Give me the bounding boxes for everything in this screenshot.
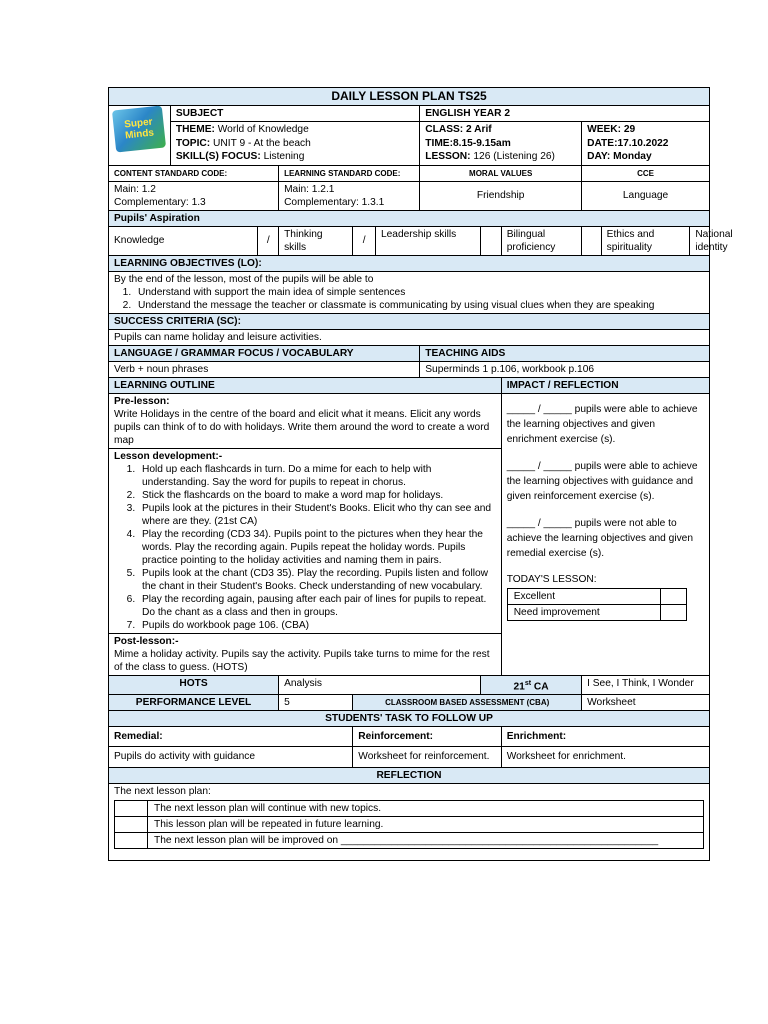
week-cell: WEEK: 29 DATE:17.10.2022 DAY: Monday bbox=[582, 122, 710, 166]
cce-value: Language bbox=[582, 181, 710, 210]
development-step: 2. Stick the flashcards on the board to make a word map for holidays. bbox=[138, 489, 496, 502]
remedial-value: Pupils do activity with guidance bbox=[109, 746, 353, 767]
performance-level-value: 5 bbox=[279, 694, 353, 710]
impact-enrichment: _____ / _____ pupils were able to achieve the learning objectives and given enrichment exercise (s). bbox=[506, 403, 698, 445]
hots-value: Analysis bbox=[279, 675, 481, 694]
development-step: 3. Pupils look at the pictures in their Student's Books. Elicit who thy can see and where are they. (21st CA) bbox=[138, 502, 496, 528]
development-step: 7. Pupils do workbook page 106. (CBA) bbox=[138, 619, 496, 632]
reflection-options bbox=[114, 800, 704, 849]
hots-label: HOTS bbox=[109, 675, 279, 694]
reflection-option: The next lesson plan will be improved on ________________________________________________________ bbox=[148, 832, 704, 848]
today-excellent: Excellent bbox=[507, 588, 660, 604]
todays-lesson-table bbox=[507, 588, 687, 621]
moral-values-label: MORAL VALUES bbox=[420, 165, 582, 181]
page-title: DAILY LESSON PLAN TS25 bbox=[109, 88, 710, 106]
learning-outline-label: LEARNING OUTLINE bbox=[109, 377, 502, 393]
today-need-improvement: Need improvement bbox=[507, 604, 660, 620]
aspiration-national: National identity bbox=[690, 226, 710, 255]
content-standard-label: CONTENT STANDARD CODE: bbox=[109, 165, 279, 181]
development-step: 4. Play the recording (CD3 34). Pupils point to the pictures when they hear the words. Play the recording again. Pupils repeat the holiday words. Pupils practice pointing to the holiday activities and naming them in pairs. bbox=[138, 528, 496, 567]
logo-cell bbox=[109, 106, 171, 166]
pre-lesson-cell: Pre-lesson: Write Holidays in the centre of the board and elicit what it means. Elicit any words pupils can think of to do with holidays. Write them around the word to create a word map bbox=[109, 393, 502, 448]
reinforcement-label: Reinforcement: bbox=[353, 726, 501, 746]
aspiration-ethics: Ethics and spirituality bbox=[601, 226, 690, 255]
development-step: 5. Pupils look at the chant (CD3 35). Play the recording. Pupils listen and follow the chant in their Student's Books. Check understanding of new vocabulary. bbox=[138, 567, 496, 593]
aspiration-thinking: Thinking skills bbox=[279, 226, 353, 255]
development-step: 6. Play the recording again, pausing after each pair of lines for pupils to repeat. Do the chant as a class and then in groups. bbox=[138, 593, 496, 619]
class-cell: CLASS: 2 Arif TIME:8.15-9.15am LESSON: 126 (Listening 26) bbox=[420, 122, 582, 166]
todays-lesson-label: TODAY'S LESSON: bbox=[506, 573, 597, 585]
enrichment-label: Enrichment: bbox=[501, 726, 709, 746]
impact-reflection-label: IMPACT / REFLECTION bbox=[501, 377, 709, 393]
aspiration-leadership: Leadership skills bbox=[375, 226, 480, 255]
reinforcement-value: Worksheet for reinforcement. bbox=[353, 746, 501, 767]
remedial-label: Remedial: bbox=[109, 726, 353, 746]
reflection-check[interactable] bbox=[115, 832, 148, 848]
objective-item: 1. Understand with support the main idea of simple sentences bbox=[134, 286, 704, 299]
reflection-option: The next lesson plan will continue with new topics. bbox=[148, 800, 704, 816]
learning-standard-value: Main: 1.2.1 Complementary: 1.3.1 bbox=[279, 181, 420, 210]
lesson-plan-page bbox=[108, 87, 733, 861]
reflection-check[interactable] bbox=[115, 800, 148, 816]
aspiration-bilingual-mark bbox=[582, 226, 602, 255]
cba-label: CLASSROOM BASED ASSESSMENT (CBA) bbox=[353, 694, 582, 710]
today-need-improvement-check[interactable] bbox=[660, 604, 686, 620]
content-standard-value: Main: 1.2 Complementary: 1.3 bbox=[109, 181, 279, 210]
subject-value: ENGLISH YEAR 2 bbox=[420, 106, 710, 122]
success-criteria-text: Pupils can name holiday and leisure activities. bbox=[109, 329, 710, 345]
super-minds-logo: Super Minds bbox=[112, 106, 166, 153]
cce-label: CCE bbox=[582, 165, 710, 181]
reflection-cell: The next lesson plan: The next lesson plan will continue with new topics. This lesson plan will be repeated in future learning. The next lesson plan will be improved on ________________________________________________________ bbox=[109, 783, 710, 860]
followup-label: STUDENTS' TASK TO FOLLOW UP bbox=[109, 710, 710, 726]
aspiration-leadership-mark bbox=[481, 226, 502, 255]
enrichment-value: Worksheet for enrichment. bbox=[501, 746, 709, 767]
development-step: 1. Hold up each flashcards in turn. Do a mime for each to help with understanding. Say the word for pupils to repeat in chorus. bbox=[138, 463, 496, 489]
teaching-aids-value: Superminds 1 p.106, workbook p.106 bbox=[420, 361, 710, 377]
reflection-check[interactable] bbox=[115, 816, 148, 832]
moral-value: Friendship bbox=[420, 181, 582, 210]
aspiration-label: Pupils' Aspiration bbox=[109, 210, 710, 226]
aspiration-bilingual: Bilingual proficiency bbox=[501, 226, 581, 255]
language-value: Verb + noun phrases bbox=[109, 361, 420, 377]
teaching-aids-label: TEACHING AIDS bbox=[420, 345, 710, 361]
ca-value: I See, I Think, I Wonder bbox=[582, 675, 710, 694]
subject-label: SUBJECT bbox=[170, 106, 419, 122]
performance-level-label: PERFORMANCE LEVEL bbox=[109, 694, 279, 710]
reflection-label: REFLECTION bbox=[109, 767, 710, 783]
lesson-development-cell: Lesson development:- 1. Hold up each flashcards in turn. Do a mime for each to help with understanding. Say the word for pupils to repeat in chorus. 2. Stick the flashcards on the board to make a word map for holidays. 3. Pupils look at the pictures in their Student's Books. Elicit who thy can see and where are they. (21st CA) 4. Play the recording (CD3 34). Pupils point to the pictures when they hear the words. Play the recording again. Pupils repeat the holiday words. Pupils practice pointing to the holiday activities and naming them in pairs. 5. Pupils look at the chant (CD3 35). Play the recording. Pupils listen and follow the chant in their Student's Books. Check understanding of new vocabulary. 6. Play the recording again, pausing after each pair of lines for pupils to repeat. Do the chant as a class and then in groups. 7. Pupils do workbook page 106. (CBA) bbox=[109, 448, 502, 633]
objectives-label: LEARNING OBJECTIVES (LO): bbox=[109, 255, 710, 271]
post-lesson-cell: Post-lesson:- Mime a holiday activity. Pupils say the activity. Pupils take turns to mime for the rest of the class to guess. (HOTS) bbox=[109, 633, 502, 675]
learning-standard-label: LEARNING STANDARD CODE: bbox=[279, 165, 420, 181]
ca-label: 21st CA bbox=[481, 675, 582, 694]
today-excellent-check[interactable] bbox=[660, 588, 686, 604]
objective-item: 2. Understand the message the teacher or classmate is communicating by using visual clues when they are speaking bbox=[134, 299, 704, 312]
aspiration-thinking-mark: / bbox=[353, 226, 376, 255]
language-label: LANGUAGE / GRAMMAR FOCUS / VOCABULARY bbox=[109, 345, 420, 361]
impact-cell bbox=[501, 393, 709, 675]
success-criteria-label: SUCCESS CRITERIA (SC): bbox=[109, 313, 710, 329]
aspiration-knowledge-mark: / bbox=[258, 226, 279, 255]
objectives-body: By the end of the lesson, most of the pupils will be able to 1. Understand with support the main idea of simple sentences 2. Understand the message the teacher or classmate is communicating by using visual clues when they are speaking bbox=[109, 271, 710, 313]
impact-remedial: _____ / _____ pupils were not able to achieve the learning objectives and given remedial exercise (s). bbox=[506, 517, 694, 559]
cba-value: Worksheet bbox=[582, 694, 710, 710]
aspiration-knowledge: Knowledge bbox=[109, 226, 258, 255]
reflection-option: This lesson plan will be repeated in future learning. bbox=[148, 816, 704, 832]
theme-cell: THEME: World of Knowledge TOPIC: UNIT 9 - At the beach SKILL(S) FOCUS: Listening bbox=[170, 122, 419, 166]
impact-reinforcement: _____ / _____ pupils were able to achieve the learning objectives with guidance and given reinforcement exercise (s). bbox=[506, 460, 698, 502]
lesson-plan-table bbox=[108, 87, 733, 861]
